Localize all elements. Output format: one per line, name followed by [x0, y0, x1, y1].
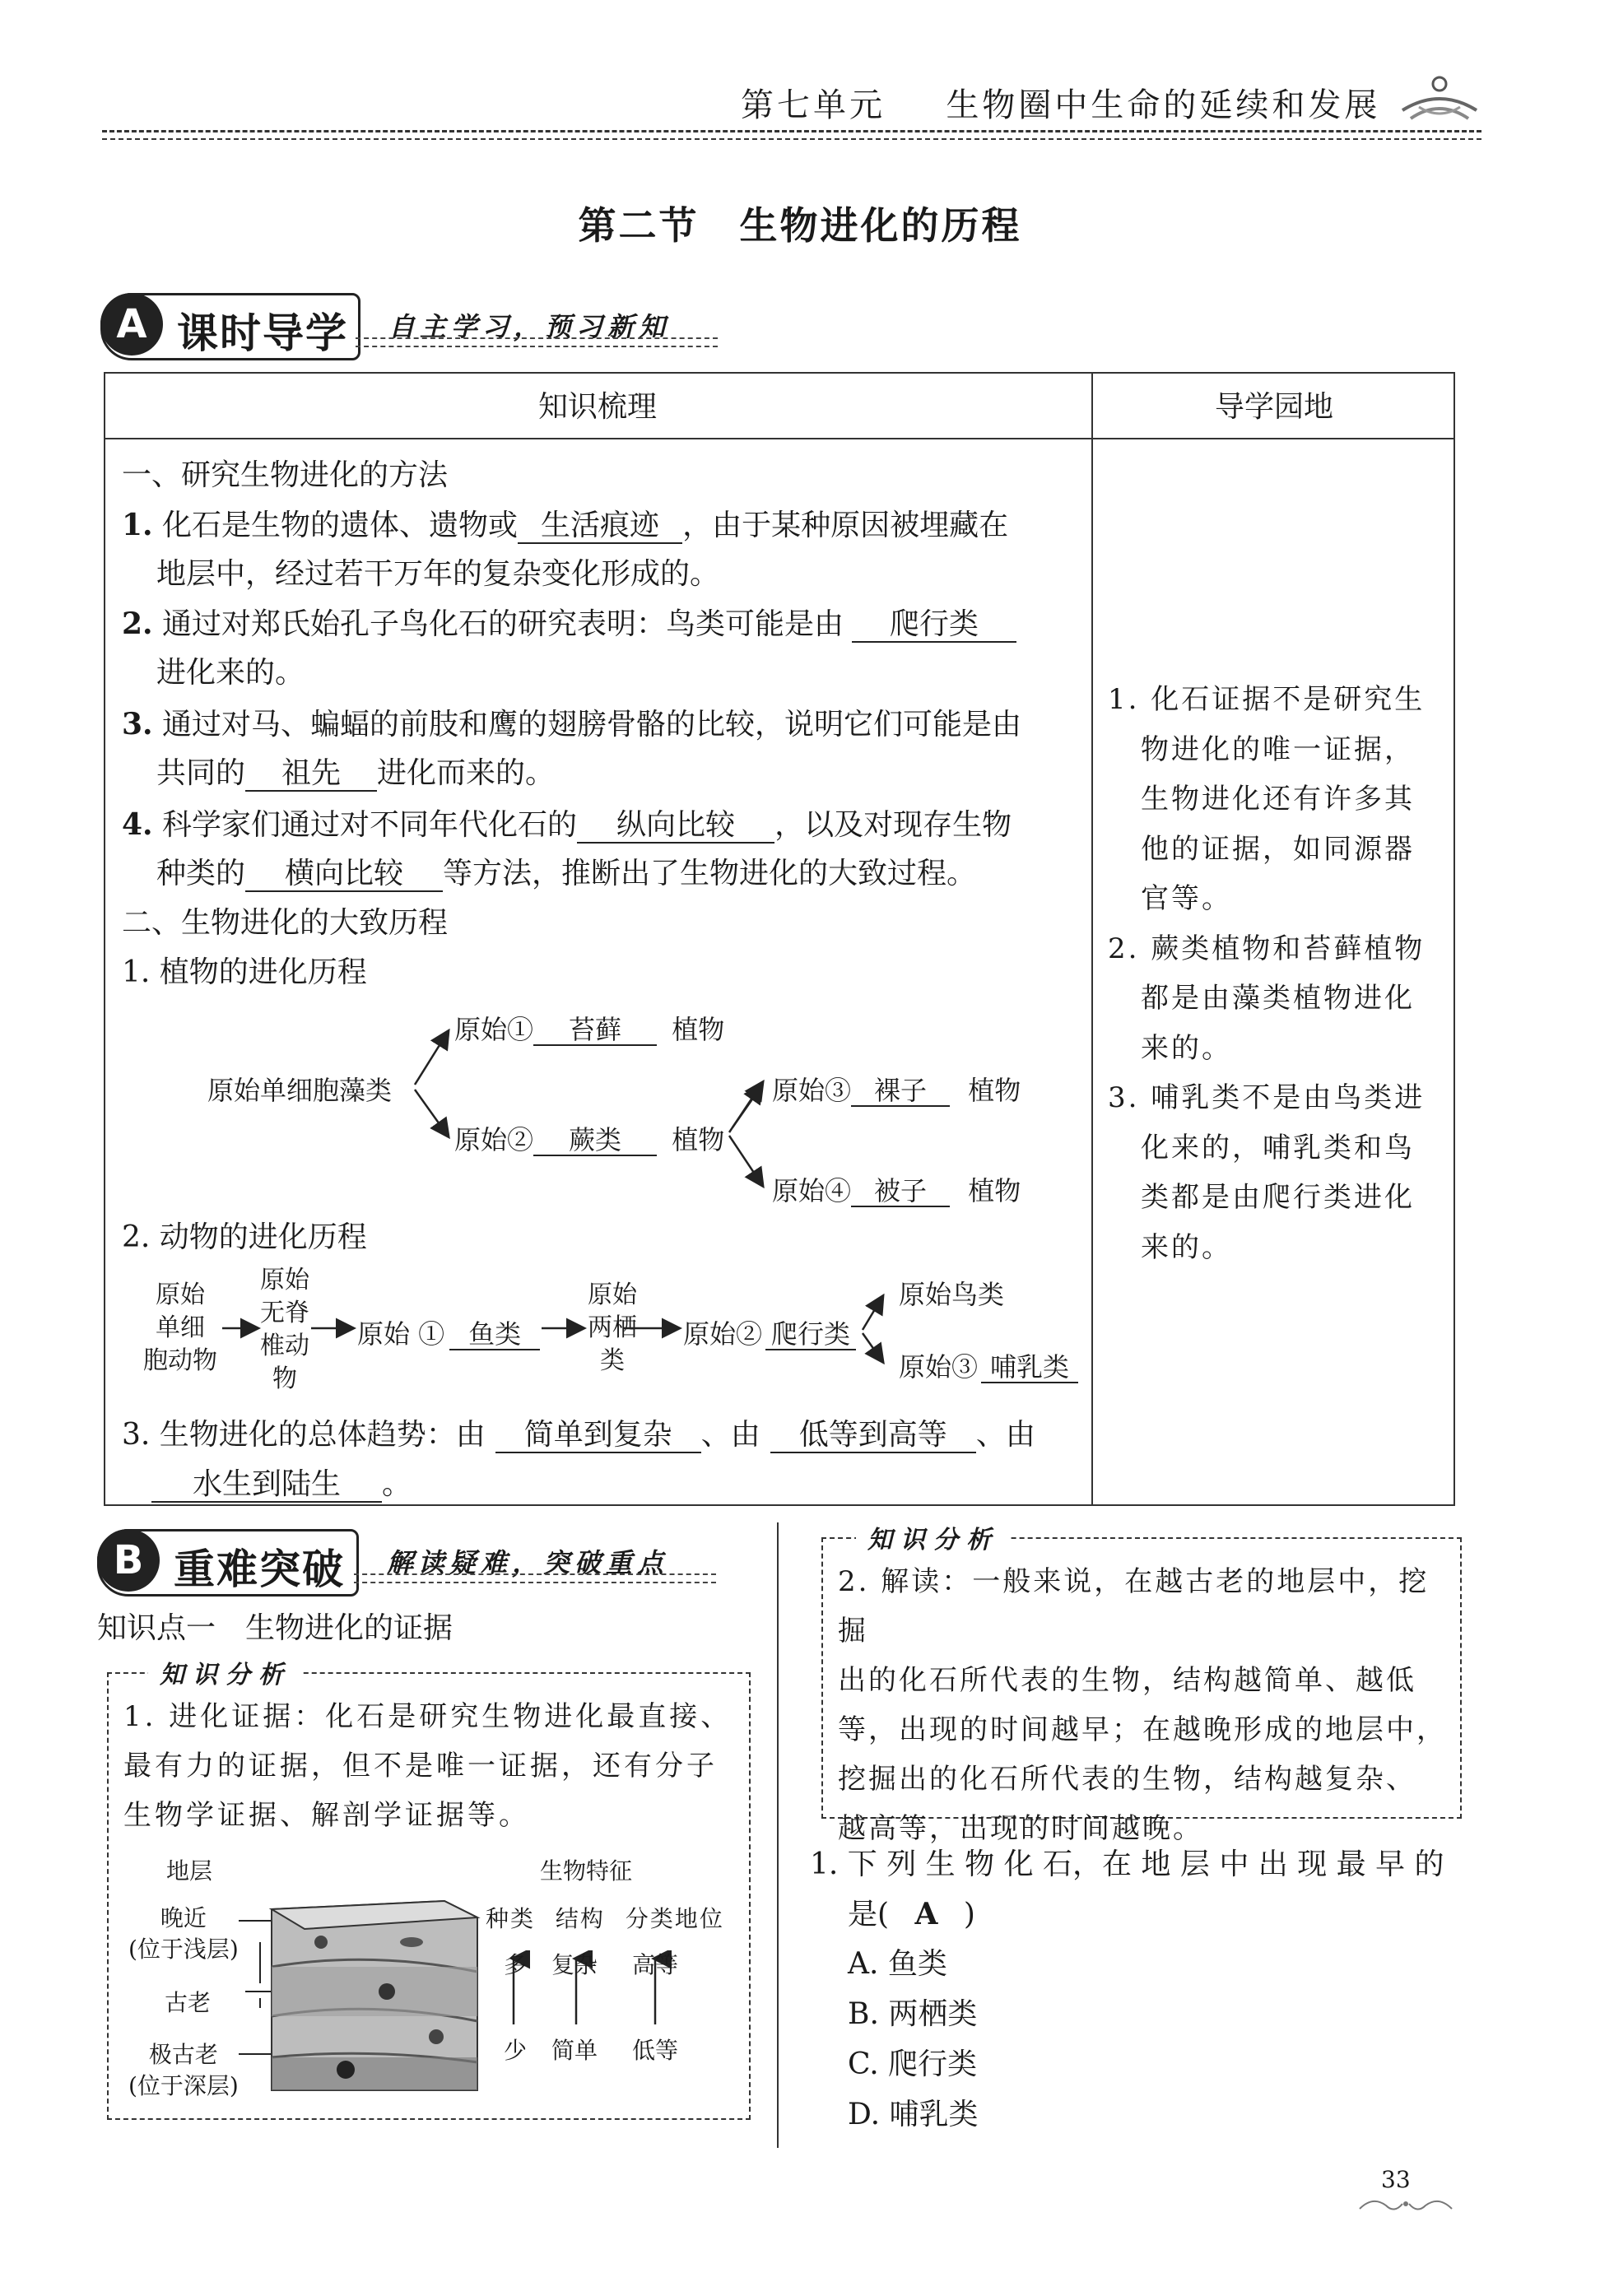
item-3-blank: 祖先	[245, 757, 377, 792]
q1-stem: 1. 下 列 生 物 化 石，在 地 层 中 出 现 最 早 的	[810, 1847, 1444, 1881]
unit-label: 第七单元	[741, 86, 886, 124]
plant-a-post: 植物	[672, 1014, 725, 1045]
section-b-letter: B	[97, 1529, 160, 1592]
kp2-line: 挖掘出的化石所代表的生物，结构越复杂、	[838, 1763, 1416, 1796]
animal-chain-arrows	[214, 1267, 905, 1383]
item-1-num: 1.	[122, 508, 153, 542]
q1-option-c[interactable]: C. 爬行类	[848, 2047, 978, 2081]
trend-blank-1: 简单到复杂	[495, 1419, 701, 1453]
guide-line: 官等。	[1141, 882, 1232, 915]
guide-line: 类都是由爬行类进化	[1141, 1181, 1415, 1214]
plant-b-post: 植物	[672, 1124, 725, 1155]
animal-n2-l4: 物	[272, 1364, 297, 1393]
q1-option-d[interactable]: D. 哺乳类	[848, 2098, 979, 2131]
animal-n1	[143, 1279, 217, 1378]
plant-c-post: 植物	[968, 1075, 1021, 1106]
item-1	[122, 500, 1085, 551]
trend-blank-2: 低等到高等	[770, 1419, 976, 1453]
animal-n2-l2: 无脊	[260, 1299, 309, 1327]
item-4-post: ，以及对现存生物	[774, 808, 1012, 842]
part1-heading: 一、研究生物进化的方法	[122, 458, 449, 492]
section-a-badge	[100, 293, 360, 360]
item-1-pre: 化石是生物的遗体、遗物或	[162, 509, 519, 542]
guide-line: 都是由藻类植物进化	[1141, 982, 1415, 1015]
item-3-line2-pre: 共同的	[156, 756, 246, 790]
kp2-line: 出的化石所代表的生物，结构越简单、越低	[838, 1664, 1416, 1697]
item-4-line2-pre: 种类的	[156, 857, 246, 890]
plant-d-post: 植物	[968, 1175, 1021, 1206]
plant-a-blank: 苔藓	[533, 1016, 657, 1046]
trend-mid-1: 、由	[700, 1418, 760, 1452]
trend-pre: 3. 生物进化的总体趋势：由	[122, 1418, 486, 1452]
guide-line: 来的。	[1141, 1230, 1232, 1264]
fig-col-structure: 结构	[555, 1905, 605, 1932]
kp1-line: 最有力的证据，但不是唯一证据，还有分子	[123, 1750, 718, 1782]
fig-label-recent	[128, 1903, 239, 1965]
guide-line: 化来的，哺乳类和鸟	[1141, 1131, 1415, 1164]
guide-line: 来的。	[1141, 1031, 1232, 1065]
guide-notes	[1108, 675, 1445, 1272]
guide-line: 生物进化还有许多其	[1141, 783, 1415, 816]
item-3-pre: 通过对马、蝙蝠的前肢和鹰的翅膀骨骼的比较，说明它们可能是由	[162, 708, 1022, 741]
item-2-line2: 进化来的。	[156, 656, 305, 690]
page-ornament-icon	[1356, 2192, 1455, 2217]
animal-n2-l1: 原始	[260, 1266, 309, 1294]
kp2-line: 越高等，出现的时间越晚。	[838, 1812, 1203, 1845]
item-3	[122, 699, 1085, 750]
section-b-motto: 解读疑难，突破重点	[387, 1547, 669, 1578]
item-4-blank: 纵向比较	[577, 809, 774, 844]
guide-line: 3. 哺乳类不是由鸟类进	[1108, 1081, 1426, 1114]
animal-n3-pre: 原始 ①	[357, 1318, 445, 1350]
page-number: 33	[1381, 2166, 1411, 2193]
plant-d-pre: 原始④	[772, 1175, 852, 1206]
item-3-line2-post: 进化而来的。	[377, 756, 556, 790]
plant-b-pre: 原始②	[454, 1124, 534, 1155]
q1-paren-open: 是(	[848, 1898, 890, 1931]
plant-b-blank: 蕨类	[533, 1126, 657, 1156]
animal-n7-pre: 原始③	[899, 1351, 979, 1383]
plant-a	[454, 1009, 724, 1047]
animal-n1-l3: 胞动物	[143, 1346, 217, 1375]
section-b-badge	[97, 1529, 359, 1597]
trend-mid-2: 、由	[975, 1418, 1035, 1452]
trend-end: 。	[382, 1467, 412, 1501]
unit-title: 生物圈中生命的延续和发展	[946, 86, 1381, 124]
kp2-line: 2. 解读：一般来说，在越古老的地层中，挖掘	[838, 1565, 1430, 1648]
kp1-title: 知识点一 生物进化的证据	[97, 1611, 453, 1645]
guide-line: 2. 蕨类植物和苔藓植物	[1108, 932, 1426, 965]
fig-top-complex: 复杂	[551, 1951, 598, 1978]
animal-heading: 2. 动物的进化历程	[122, 1220, 367, 1254]
kp1-text	[123, 1692, 741, 1840]
item-2-blank: 爬行类	[852, 608, 1016, 643]
fig-label-recent-1: 晚近	[160, 1904, 207, 1931]
plant-c-pre: 原始③	[772, 1075, 852, 1106]
fig-label-ancient	[128, 2039, 239, 2102]
fig-label-ancient-1: 极古老	[148, 2041, 218, 2068]
fig-top-advanced: 高等	[632, 1951, 679, 1978]
kp1-box-label: 知识分析	[148, 1654, 303, 1690]
strata-illustration	[239, 1893, 486, 2098]
item-2	[122, 599, 1085, 649]
fig-label-recent-2: (位于浅层)	[128, 1936, 239, 1963]
kp2-text	[838, 1557, 1455, 1853]
q1-option-a[interactable]: A. 鱼类	[848, 1947, 947, 1981]
animal-n5-pre: 原始②	[683, 1318, 763, 1350]
q1-option-b[interactable]: B. 两栖类	[848, 1997, 978, 2031]
fig-bottom-few: 少	[504, 2037, 528, 2064]
plant-tree-arrows-2	[724, 1070, 774, 1201]
fig-left-title: 地层	[166, 1857, 213, 1885]
plant-root: 原始单细胞藻类	[207, 1075, 393, 1106]
animal-n7-blank: 哺乳类	[981, 1353, 1078, 1383]
section-a-letter: A	[100, 293, 163, 356]
page-title: 第二节 生物进化的历程	[578, 203, 1022, 248]
guide-line: 物进化的唯一证据，	[1141, 732, 1415, 766]
item-3-line2	[156, 749, 555, 798]
plant-a-pre: 原始①	[454, 1014, 534, 1045]
kp2-line: 等，出现的时间越早；在越晚形成的地层中，	[838, 1713, 1447, 1746]
plant-c	[772, 1070, 1021, 1108]
animal-n7	[899, 1346, 1078, 1384]
animal-n5-blank: 爬行类	[765, 1320, 856, 1350]
fig-right-title: 生物特征	[540, 1857, 633, 1885]
item-4-line2-post: 等方法，推断出了生物进化的大致过程。	[443, 857, 977, 890]
animal-n4-l1: 原始	[588, 1280, 637, 1309]
fig-bottom-simple: 简单	[551, 2037, 598, 2064]
item-1-line2: 地层中，经过若干万年的复杂变化形成的。	[156, 557, 720, 591]
col-header-knowledge: 知识梳理	[537, 390, 657, 424]
plant-heading: 1. 植物的进化历程	[122, 955, 367, 989]
item-4-pre: 科学家们通过对不同年代化石的	[162, 808, 578, 842]
animal-n1-l1: 原始	[156, 1280, 205, 1309]
item-2-num: 2.	[122, 607, 153, 641]
item-2-pre: 通过对郑氏始孔子鸟化石的研究表明：鸟类可能是由	[162, 607, 844, 641]
q1-answer: A	[914, 1897, 938, 1931]
animal-n4-l2: 两栖	[588, 1313, 637, 1342]
fig-bottom-primitive: 低等	[632, 2037, 679, 2064]
trend-line2	[151, 1460, 412, 1509]
trend-blank-3: 水生到陆生	[151, 1468, 382, 1503]
fig-label-old: 古老	[165, 1989, 212, 2016]
item-1-blank: 生活痕迹	[518, 509, 682, 544]
q1-paren-close: )	[963, 1898, 975, 1931]
item-3-num: 3.	[122, 707, 153, 741]
guide-line: 1. 化石证据不是研究生	[1108, 683, 1426, 716]
q1-stem-2	[848, 1889, 975, 1940]
section-a-motto: 自主学习，预习新知	[388, 311, 671, 342]
plant-c-blank: 裸子	[851, 1076, 950, 1107]
animal-n1-l2: 单细	[156, 1313, 205, 1342]
kp2-box-label: 知识分析	[856, 1519, 1011, 1555]
animal-n6: 原始鸟类	[899, 1279, 1005, 1310]
item-1-post: ，由于某种原因被埋藏在	[682, 509, 1009, 542]
kp1-line: 1. 进化证据：化石是研究生物进化最直接、	[123, 1700, 733, 1733]
part2-heading: 二、生物进化的大致历程	[122, 906, 449, 940]
trend-line1	[122, 1411, 1085, 1460]
lotus-ornament-icon	[1394, 71, 1485, 128]
fig-top-many: 多	[504, 1951, 528, 1978]
fig-label-ancient-2: (位于深层)	[128, 2072, 239, 2099]
fig-cols	[486, 1901, 724, 1934]
animal-n4-l3: 类	[600, 1346, 625, 1375]
item-4-num: 4.	[122, 807, 153, 842]
fig-col-rank: 分类地位	[625, 1905, 724, 1932]
item-4-blank2: 横向比较	[245, 858, 443, 892]
plant-d-blank: 被子	[851, 1177, 950, 1207]
animal-n2-l3: 椎动	[260, 1332, 309, 1360]
plant-b	[454, 1119, 724, 1157]
plant-d	[772, 1170, 1021, 1208]
col-header-guide: 导学园地	[1214, 390, 1333, 424]
q1-options	[848, 1939, 978, 2140]
section-b-name: 重难突破	[174, 1545, 345, 1593]
running-header	[741, 79, 1380, 126]
fig-col-species: 种类	[486, 1905, 536, 1932]
item-4-line2	[156, 849, 976, 899]
animal-n3-blank: 鱼类	[449, 1320, 540, 1350]
kp1-line: 生物学证据、解剖学证据等。	[123, 1799, 530, 1832]
guide-line: 他的证据，如同源器	[1141, 832, 1415, 866]
item-4	[122, 800, 1085, 850]
section-a-name: 课时导学	[177, 309, 348, 357]
